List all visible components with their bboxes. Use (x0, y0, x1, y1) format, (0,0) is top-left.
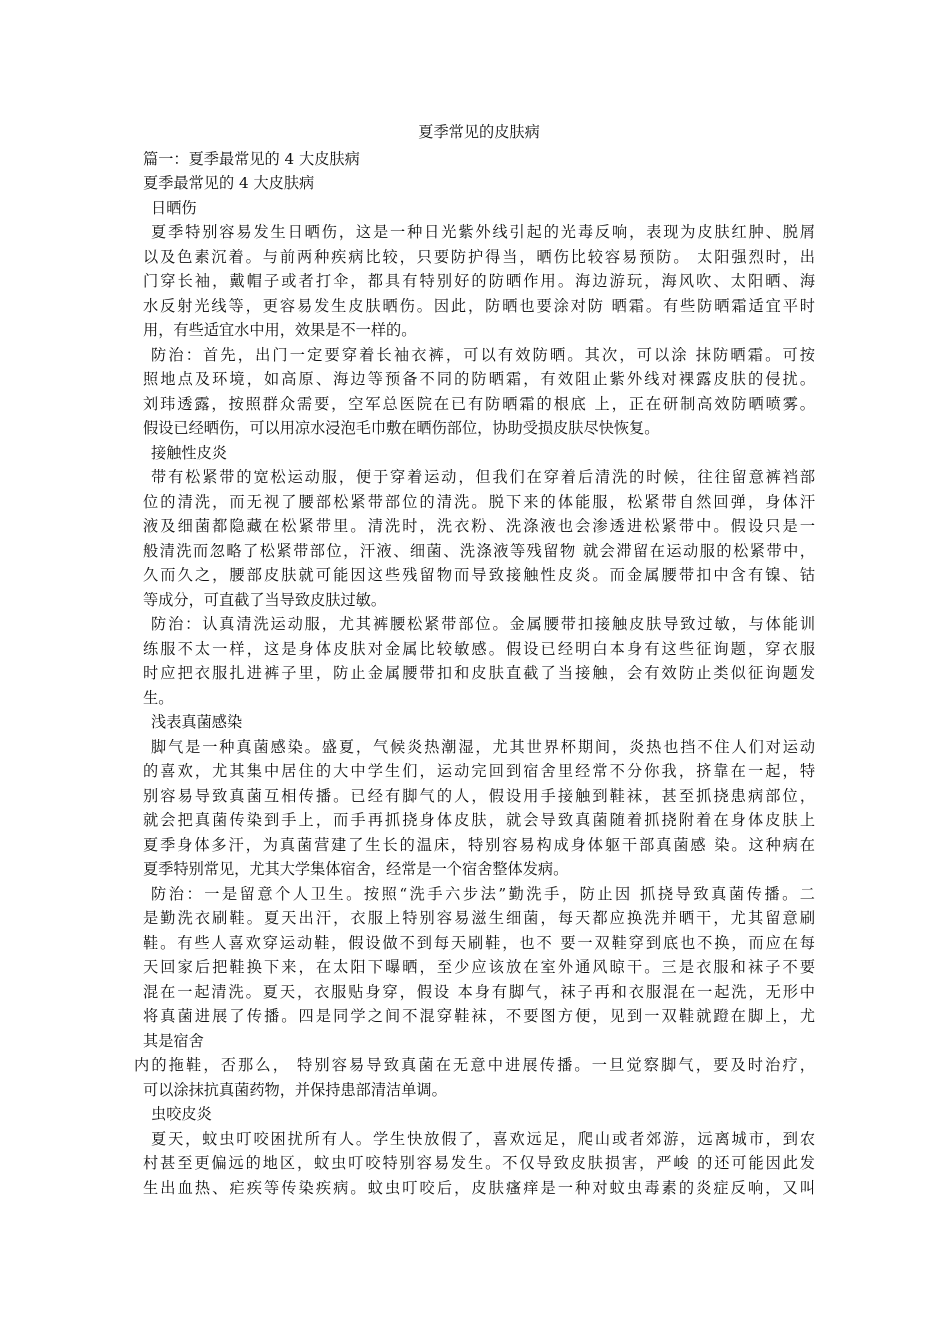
text-line: 练服不太一样，这是身体皮肤对金属比较敏感。假设已经明白本身有这些征询题，穿衣服 (143, 639, 815, 658)
text-line: 将真菌进展了传播。四是同学之间不混穿鞋袜，不要图方便，见到一双鞋就蹬在脚上，尤 (143, 1007, 815, 1025)
text-line: 防治：一是留意个人卫生。按照“洗手六步法”勤洗手，防止因 抓挠导致真菌传播。二 (151, 884, 815, 903)
text-line: 时应把衣服扎进裤子里，防止金属腰带扣和皮肤直截了当接触，会有效防止类似征询题发 (143, 664, 815, 682)
text-line: 别容易导致真菌互相传播。已经有脚气的人，假设用手接触到鞋袜，甚至抓挠患病部位， (143, 786, 815, 805)
text-line: 混在一起清洗。夏天，衣服贴身穿，假设 本身有脚气，袜子再和衣服混在一起洗，无形中 (143, 982, 815, 1001)
text-line: 久而久之，腰部皮肤就可能因这些残留物而导致接触性皮炎。而金属腰带扣中含有镍、钴 (143, 566, 815, 584)
document-title: 夏季常见的皮肤病 (418, 123, 540, 141)
text-line: 夏季身体多汗，为真菌营建了生长的温床，特别容易构成身体躯干部真菌感 染。这种病在 (143, 835, 815, 854)
text-line: 就会把真菌传染到手上，而手再抓挠身体皮肤，就会导致真菌随着抓挠附着在身体皮肤上 (143, 811, 815, 829)
text-line: 脚气是一种真菌感染。盛夏，气候炎热潮湿，尤其世界杯期间，炎热也挡不住人们对运动 (151, 737, 815, 756)
text-line: 般清洗而忽略了松紧带部位，汗液、细菌、洗涤液等残留物 就会滞留在运动服的松紧带中， (143, 541, 815, 560)
text-line: 防治：认真清洗运动服，尤其裤腰松紧带部位。金属腰带扣接触皮肤导致过敏，与体能训 (151, 615, 815, 633)
text-line: 等成分，可直截了当导致皮肤过敏。 (143, 590, 386, 609)
text-line: 液及细菌都隐藏在松紧带里。清洗时，洗衣粉、洗涤液也会渗透进松紧带中。假设只是一 (143, 517, 815, 535)
section-heading: 虫咬皮炎 (151, 1105, 212, 1123)
text-line: 带有松紧带的宽松运动服，便于穿着运动，但我们在穿着后清洗的时候，往往留意裤裆部 (151, 468, 815, 486)
text-line: 用，有些适宜水中用，效果是不一样的。 (143, 321, 417, 339)
section-heading: 接触性皮炎 (151, 443, 227, 462)
text-line: 防治：首先，出门一定要穿着长袖衣裤，可以有效防晒。其次，可以涂 抹防晒霜。可按 (151, 345, 815, 364)
text-line: 是勤洗衣刷鞋。夏天出汗，衣服上特别容易滋生细菌，每天都应换洗并晒干，尤其留意刷 (143, 909, 815, 927)
text-line: 照地点及环境，如高原、海边等预备不同的防晒霜，有效阻止紫外线对裸露皮肤的侵扰。 (143, 370, 815, 388)
text-line: 的喜欢，尤其集中居住的大中学生们，运动完回到宿舍里经常不分你我，挤靠在一起，特 (143, 762, 815, 780)
text-line: 水反射光线等，更容易发生皮肤晒伤。因此，防晒也要涂对防 晒霜。有些防晒霜适宜平时 (143, 296, 815, 315)
text-line: 其是宿舍 (143, 1031, 204, 1050)
section-heading: 夏季最常见的 4 大皮肤病 (143, 174, 315, 192)
section-heading: 篇一：夏季最常见的 4 大皮肤病 (143, 149, 360, 168)
section-heading: 浅表真菌感染 (151, 713, 243, 731)
text-line: 生出血热、疟疾等传染疾病。蚊虫叮咬后，皮肤瘙痒是一种对蚊虫毒素的炎症反响，又叫 (143, 1178, 815, 1197)
text-line: 天回家后把鞋换下来，在太阳下曝晒，至少应该放在室外通风晾干。三是衣服和袜子不要 (143, 958, 815, 976)
text-line: 门穿长袖，戴帽子或者打伞，都具有特别好的防晒作用。海边游玩，海风吹、太阳晒、海 (143, 272, 815, 290)
text-line: 夏天，蚊虫叮咬困扰所有人。学生快放假了，喜欢远足，爬山或者郊游，远离城市，到农 (151, 1129, 815, 1148)
text-line: 刘玮透露，按照群众需要，空军总医院在已有防晒霜的根底 上，正在研制高效防晒喷雾。 (143, 394, 815, 413)
text-line: 假设已经晒伤，可以用凉水浸泡毛巾敷在晒伤部位，协助受损皮肤尽快恢复。 (143, 419, 660, 437)
text-line: 生。 (143, 688, 174, 707)
text-line: 以及色素沉着。与前两种疾病比较，只要防护得当，晒伤比较容易预防。 太阳强烈时，出 (143, 247, 815, 266)
text-line: 村甚至更偏远的地区，蚊虫叮咬特别容易发生。不仅导致皮肤损害，严峻 的还可能因此发 (143, 1154, 815, 1172)
text-line: 夏季特别常见，尤其大学集体宿舍，经常是一个宿舍整体发病。 (143, 860, 569, 878)
section-heading: 日晒伤 (151, 198, 197, 217)
document-page (134, 120, 815, 1200)
document-body (134, 147, 815, 1201)
text-line: 夏季特别容易发生日晒伤，这是一种日光紫外线引起的光毒反响，表现为皮肤红肿、脱屑 (151, 223, 815, 241)
text-line: 可以涂抹抗真菌药物，并保持患部清洁单调。 (143, 1080, 447, 1099)
text-line: 内的拖鞋，否那么， 特别容易导致真菌在无意中进展传播。一旦觉察脚气，要及时治疗， (134, 1056, 815, 1074)
text-line: 鞋。有些人喜欢穿运动鞋，假设做不到每天刷鞋，也不 要一双鞋穿到底也不换，而应在每 (143, 933, 815, 952)
text-line: 位的清洗，而无视了腰部松紧带部位的清洗。脱下来的体能服，松紧带自然回弹，身体汗 (143, 492, 815, 511)
